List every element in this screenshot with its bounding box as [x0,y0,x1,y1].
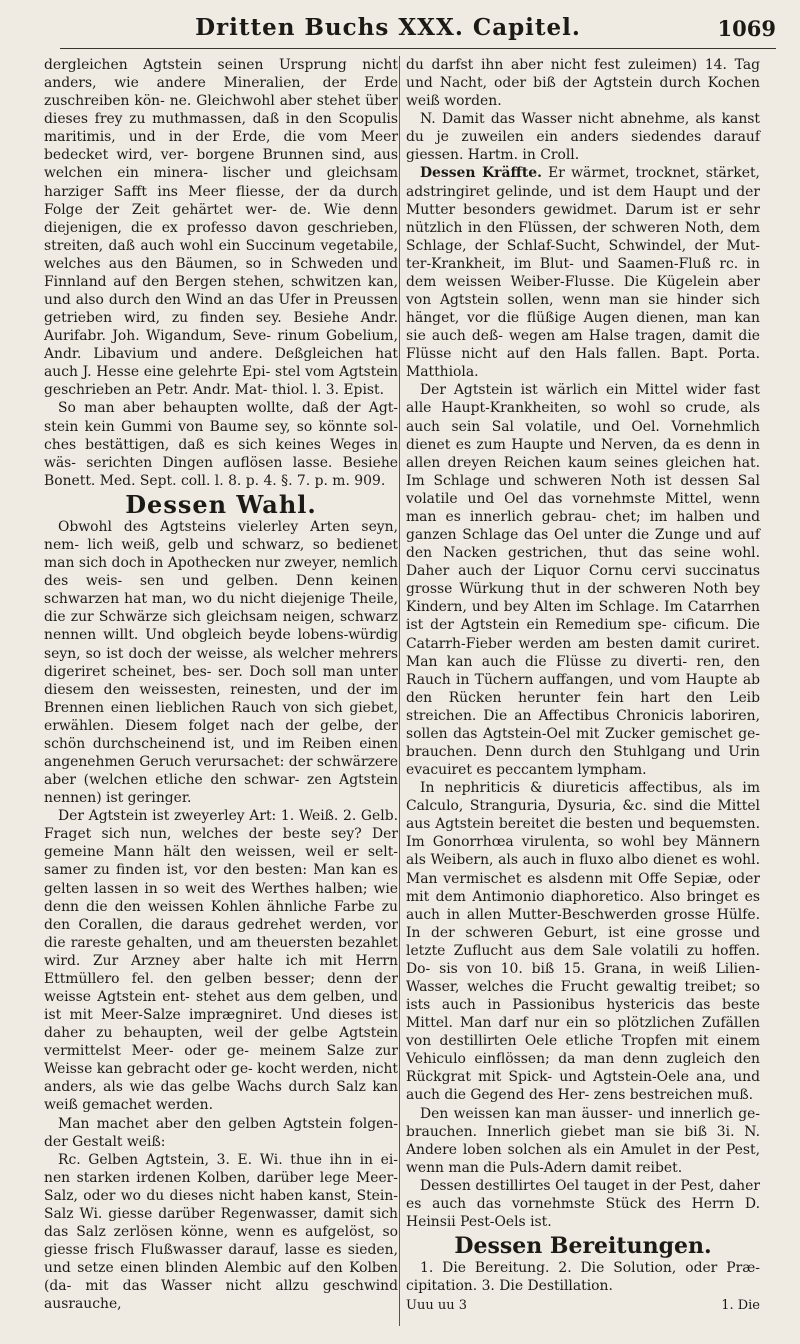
paragraph: Obwohl des Agtsteins vielerley Arten seyn, nem- lich weiß, gelb und schwarz, so bedienet man sich doch in Apothecken nur zweyer, nemlich des weis- sen und gelben. Denn keinen schwarzen hat man, wo du nicht diejenige Theile, die zur Schwärze sich gleichsam neigen, schwarz nennen willt. Und obgleich beyde lobens-würdig seyn, so ist doch der weisse, als welcher mehrers digeriret scheinet, bes- ser. Doch soll man unter diesem den weissesten, reinesten, und der im Brennen einen lieblichen Rauch von sich giebet, erwählen. Diesem folget nach der gelbe, der schön durchscheinend ist, und im Reiben einen angenehmen Geruch verursachet: der schwärzere aber (welchen etliche den schwar- zen Agtstein nennen) ist geringer. [44,518,398,807]
paragraph: Der Agtstein ist zweyerley Art: 1. Weiß. 2. Gelb. Fraget sich nun, welches der beste sey? Der gemeine Mann hält den weissen, weil er selt- samer zu finden ist, vor den besten: Man kan es gelten lassen in so weit des Werthes halben; wie denn die den weissen Kohlen ähnliche Farbe zu den Corallen, die daraus gedrehet werden, vor die rareste gehalten, und am theuersten bezahlet wird. Zur Arzney aber halte ich mit Herrn Ettmüllero fel. den gelben besser; denn der weisse Agtstein ent- stehet aus dem gelben, und ist mit Meer-Salze imprægniret. Und dieses ist daher zu behaupten, weil der gelbe Agtstein vermittelst Meer- oder ge- meinem Salze zur Weisse kan gebracht oder ge- kocht werden, nicht anders, als wie das gelbe Wachs durch Salz kan weiß gemachet werden. [44,808,399,1114]
paragraph: Den weissen kan man äusser- und innerlich ge- brauchen. Innerlich giebet man sie biß 3i. N. Andere loben solchen als ein Amulet in der Pest, wenn man die Puls-Adern damit reibet. [406,1105,760,1176]
paragraph: So man aber behaupten wollte, daß der Agt- stein kein Gummi von Baume sey, so könnte sol- ches bestättigen, daß es sich keines Weges in wäs- serichten Dingen auflösen lasse. Besiehe Bonett. Med. Sept. coll. l. 8. p. 4. §. 7. p. m. 909. [44,400,398,489]
right-column [406,56,760,1315]
catchword-line [406,1297,760,1315]
paragraph: Man machet aber den gelben Agtstein folgen- der Gestalt weiß: [44,1115,398,1150]
recipe-paragraph: Rc. Gelben Agtstein, 3. E. Wi. thue ihn in ei- nen starken irdenen Kolben, darüber lege Meer- Salz, oder wo du dieses nicht haben kanst, Stein- Salz Wi. giesse darüber Regenwasser, damit sich das Salz zerlösen könne, wenn es aufgelöst, so giesse frisch Flußwasser darauf, lasse es sieden, und setze einen blinden Alembic auf den Kolben (da- mit das Wasser nicht allzu geschwind ausrauche, [44,1151,398,1313]
catchword: 1. Die [721,1298,760,1314]
column-divider [399,56,400,1326]
paragraph: Dessen destillirtes Oel tauget in der Pest, daher es auch das vornehmste Stück des Herrn D. Heinsii Pest-Oels ist. [406,1177,760,1230]
paragraph: Der Agtstein ist wärlich ein Mittel wider fast alle Haupt-Krankheiten, so wohl so crude, als auch sein Sal volatile, und Oel. Vornehmlich dienet es zum Haupte und Nerven, da es denn in allen dreyen Reichen kaum seines gleichen hat. Im Schlage und schweren Noth ist dessen Sal volatile und Oel das vornehmste Mittel, wenn man es innerlich gebrau- chet; im halben und ganzen Schlage das Oel unter die Zunge und auf den Nacken gestrichen, thut das seine wohl. Daher auch der Liquor Cornu cervi succinatus grosse Würkung thut in der schweren Noth bey Kindern, und bey Alten im Schlage. Im Catarrhen ist der Agtstein ein Remedium spe- cificum. Die Catarrh-Fieber werden am besten damit curiret. Man kan auch die Flüsse zu diverti- ren, den Rauch in Tüchern auffangen, und vom Haupte ab den Rücken herunter fein hart den Leib streichen. Die an Affectibus Chronicis laboriren, sollen das Agtstein-Oel mit Zucker gemischet ge- brauchen. Denn durch den Stuhlgang und Urin evacuiret es peccantem lympham. [406,382,760,779]
page-header [60,14,776,49]
paragraph: dergleichen Agtstein seinen Ursprung nicht anders, wie andere Mineralien, der Erde zuschreiben kön- ne. Gleichwohl aber stehet über dieses frey zu muthmassen, daß in den Scopulis maritimis, und in der Erde, die vom Meer bedecket wird, ver- borgene Brunnen sind, aus welchen ein minera- lischer und gleichsam harziger Safft ins Meer fliesse, der da durch Folge der Zeit gehärtet wer- de. Wie denn diejenigen, die ex professo davon geschrieben, streiten, daß auch wohl ein Succinum vegetabile, welches aus den Bäumen, so in Schweden und Finnland auf den Bergen stehen, schwitzen kan, und also durch den Wind an das Ufer in Preussen getrieben wird, zu finden sey. Besiehe Andr. Aurifabr. Joh. Wigandum, Seve- rinum Gobelium, Andr. Libavium und andere. Deßgleichen hat auch J. Hesse eine gelehrte Epi- stel vom Agtstein geschrieben an Petr. Andr. Mat- thiol. l. 3. Epist. [44,57,398,399]
inline-heading: Dessen Kräffte. [420,165,542,182]
paragraph: du darfst ihn aber nicht fest zuleimen) 14. Tag und Nacht, oder biß der Agtstein durch Kochen weiß worden. [406,57,760,110]
page-number: 1069 [717,16,776,41]
section-heading: Dessen Wahl. [125,489,317,519]
section-heading: Dessen Bereitungen. [454,1233,712,1260]
left-column [44,56,398,1313]
paragraph: 1. Die Bereitung. 2. Die Solution, oder Præ- cipitation. 3. Die Destillation. [406,1260,760,1295]
paragraph-text: Er wärmet, trocknet, stärket, adstringiret gelinde, und ist dem Haupt und der Mutter besonders gewidmet. Darum ist er sehr nützlich in den Flüssen, der schweren Noth, dem Schlage, der Schlaf-Sucht, Schwindel, der Mut- ter-Krankheit, im Blut- und Saamen-Fluß rc. in dem weissen Weiber-Flusse. Die Kügelein aber von Agtstein sollen, wenn man sie hinder sich hänget, vor die flüßige Augen dienen, man kan sie auch deß- wegen am Halse tragen, damit die Flüsse nicht auf den Hals fallen. Bapt. Porta. Matthiola. [406,165,760,381]
signature-mark: Uuu uu 3 [406,1298,467,1314]
running-title: Dritten Buchs XXX. Capitel. [195,14,581,41]
paragraph: In nephriticis & diureticis affectibus, als im Calculo, Stranguria, Dysuria, &c. sind die Mittel aus Agtstein bereitet die besten und bequemsten. Im Gonorrhœa virulenta, so wohl bey Männern als Weibern, als auch in fluxo albo dienet es wohl. Man vermischet es alsdenn mit Offe Sepiæ, oder mit dem Antimonio diaphoretico. Also bringet es auch in allen Mutter-Beschwerden grosse Hülfe. In der schweren Geburt, ist eine grosse und letzte Zuflucht aus dem Sale volatili zu hoffen. Do- sis von 10. biß 15. Grana, in weiß Lilien-Wasser, welches die Frucht gewaltig treibet; so ists auch in Passionibus hystericis das beste Mittel. Man darf nur ein so plötzlichen Zufällen von destillirten Oele etliche Tropfen mit einem Vehiculo einflössen; da man denn zugleich den Rückgrat mit Spick- und Agtstein-Oele ana, und auch die Gegend des Her- zens bestreichen muß. [406,780,760,1104]
paragraph [406,164,760,381]
paragraph: N. Damit das Wasser nicht abnehme, als kanst du je zuweilen ein anders siedendes darauf giessen. Hartm. in Croll. [406,111,760,164]
